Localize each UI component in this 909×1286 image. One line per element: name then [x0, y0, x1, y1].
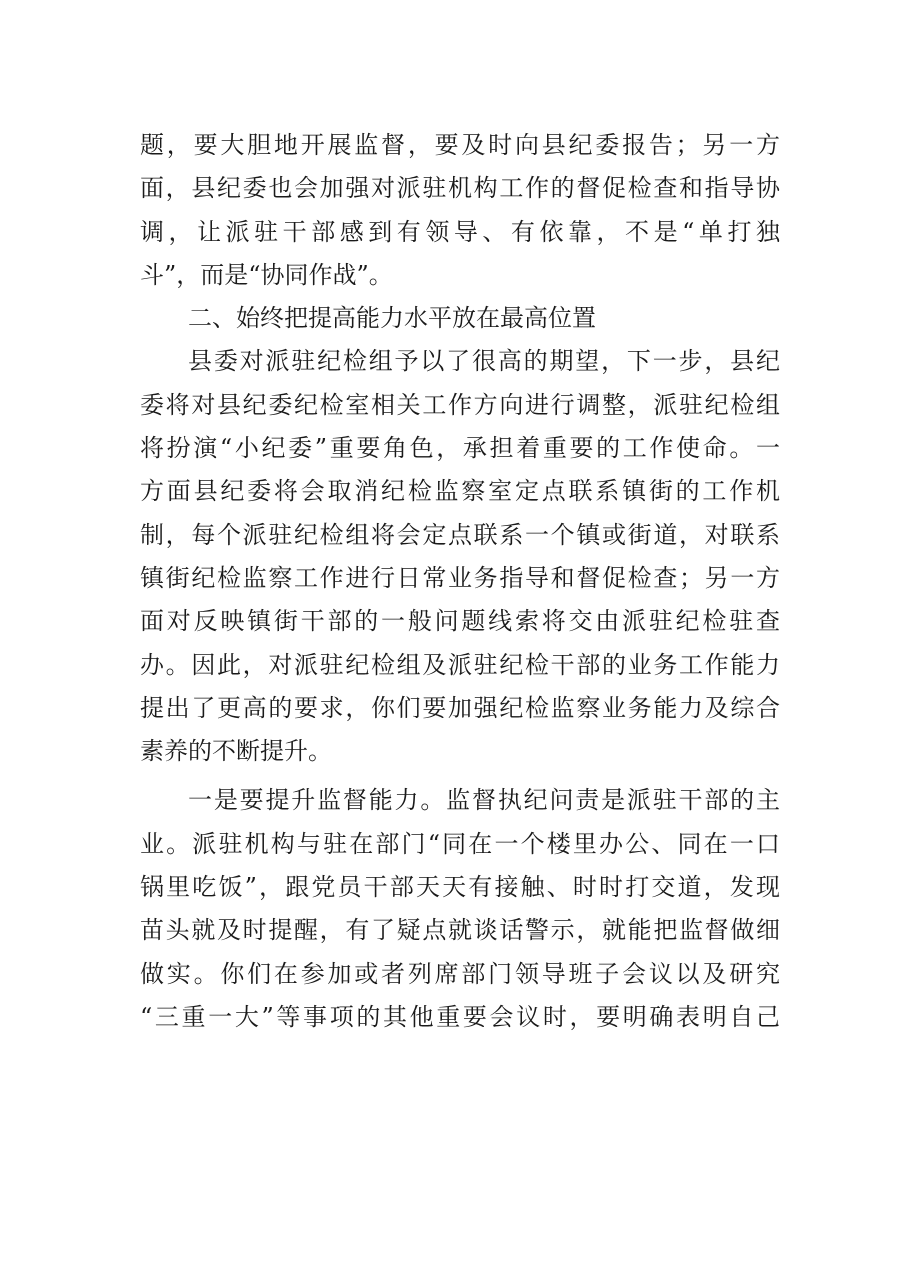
- text-line: 题，要大胆地开展监督，要及时向县纪委报告；另一方: [140, 131, 780, 159]
- text-line: 办。因此，对派驻纪检组及派驻纪检干部的业务工作能力: [140, 650, 780, 679]
- paragraph: [140, 779, 780, 1039]
- heading-line: 二、始终把提高能力水平放在最高位置: [188, 304, 596, 333]
- text-line: 斗”，而是“协同作战”。: [140, 260, 393, 289]
- document-body: [140, 124, 780, 1039]
- text-line: 一是要提升监督能力。监督执纪问责是派驻干部的主: [188, 786, 780, 815]
- text-line: 锅里吃饭”，跟党员干部天天有接触、时时打交道，发现: [140, 873, 780, 902]
- text-line: 做实。你们在参加或者列席部门领导班子会议以及研究: [140, 959, 780, 988]
- text-line: 面，县纪委也会加强对派驻机构工作的督促检查和指导协: [140, 174, 780, 203]
- text-line: “三重一大”等事项的其他重要会议时，要明确表明自己: [140, 1002, 780, 1031]
- text-line: 素养的不断提升。: [140, 737, 332, 766]
- text-line: 制，每个派驻纪检组将会定点联系一个镇或街道，对联系: [140, 520, 780, 549]
- text-line: 提出了更高的要求，你们要加强纪检监察业务能力及综合: [140, 693, 780, 722]
- text-line: 方面县纪委将会取消纪检监察室定点联系镇街的工作机: [140, 477, 780, 506]
- text-line: 县委对派驻纪检组予以了很高的期望，下一步，县纪: [188, 347, 780, 376]
- paragraph: [140, 340, 780, 773]
- text-line: 委将对县纪委纪检室相关工作方向进行调整，派驻纪检组: [140, 390, 780, 419]
- text-line: 苗头就及时提醒，有了疑点就谈话警示，就能把监督做细: [140, 916, 780, 945]
- paragraph: [140, 124, 780, 297]
- text-line: 调，让派驻干部感到有领导、有依靠，不是“单打独: [140, 217, 780, 246]
- text-line: 面对反映镇街干部的一般问题线索将交由派驻纪检驻查: [140, 607, 780, 636]
- text-line: 业。派驻机构与驻在部门“同在一个楼里办公、同在一口: [140, 829, 780, 858]
- text-line: 将扮演“小纪委”重要角色，承担着重要的工作使命。一: [140, 434, 780, 463]
- section-heading: [140, 297, 780, 340]
- text-line: 镇街纪检监察工作进行日常业务指导和督促检查；另一方: [140, 563, 780, 592]
